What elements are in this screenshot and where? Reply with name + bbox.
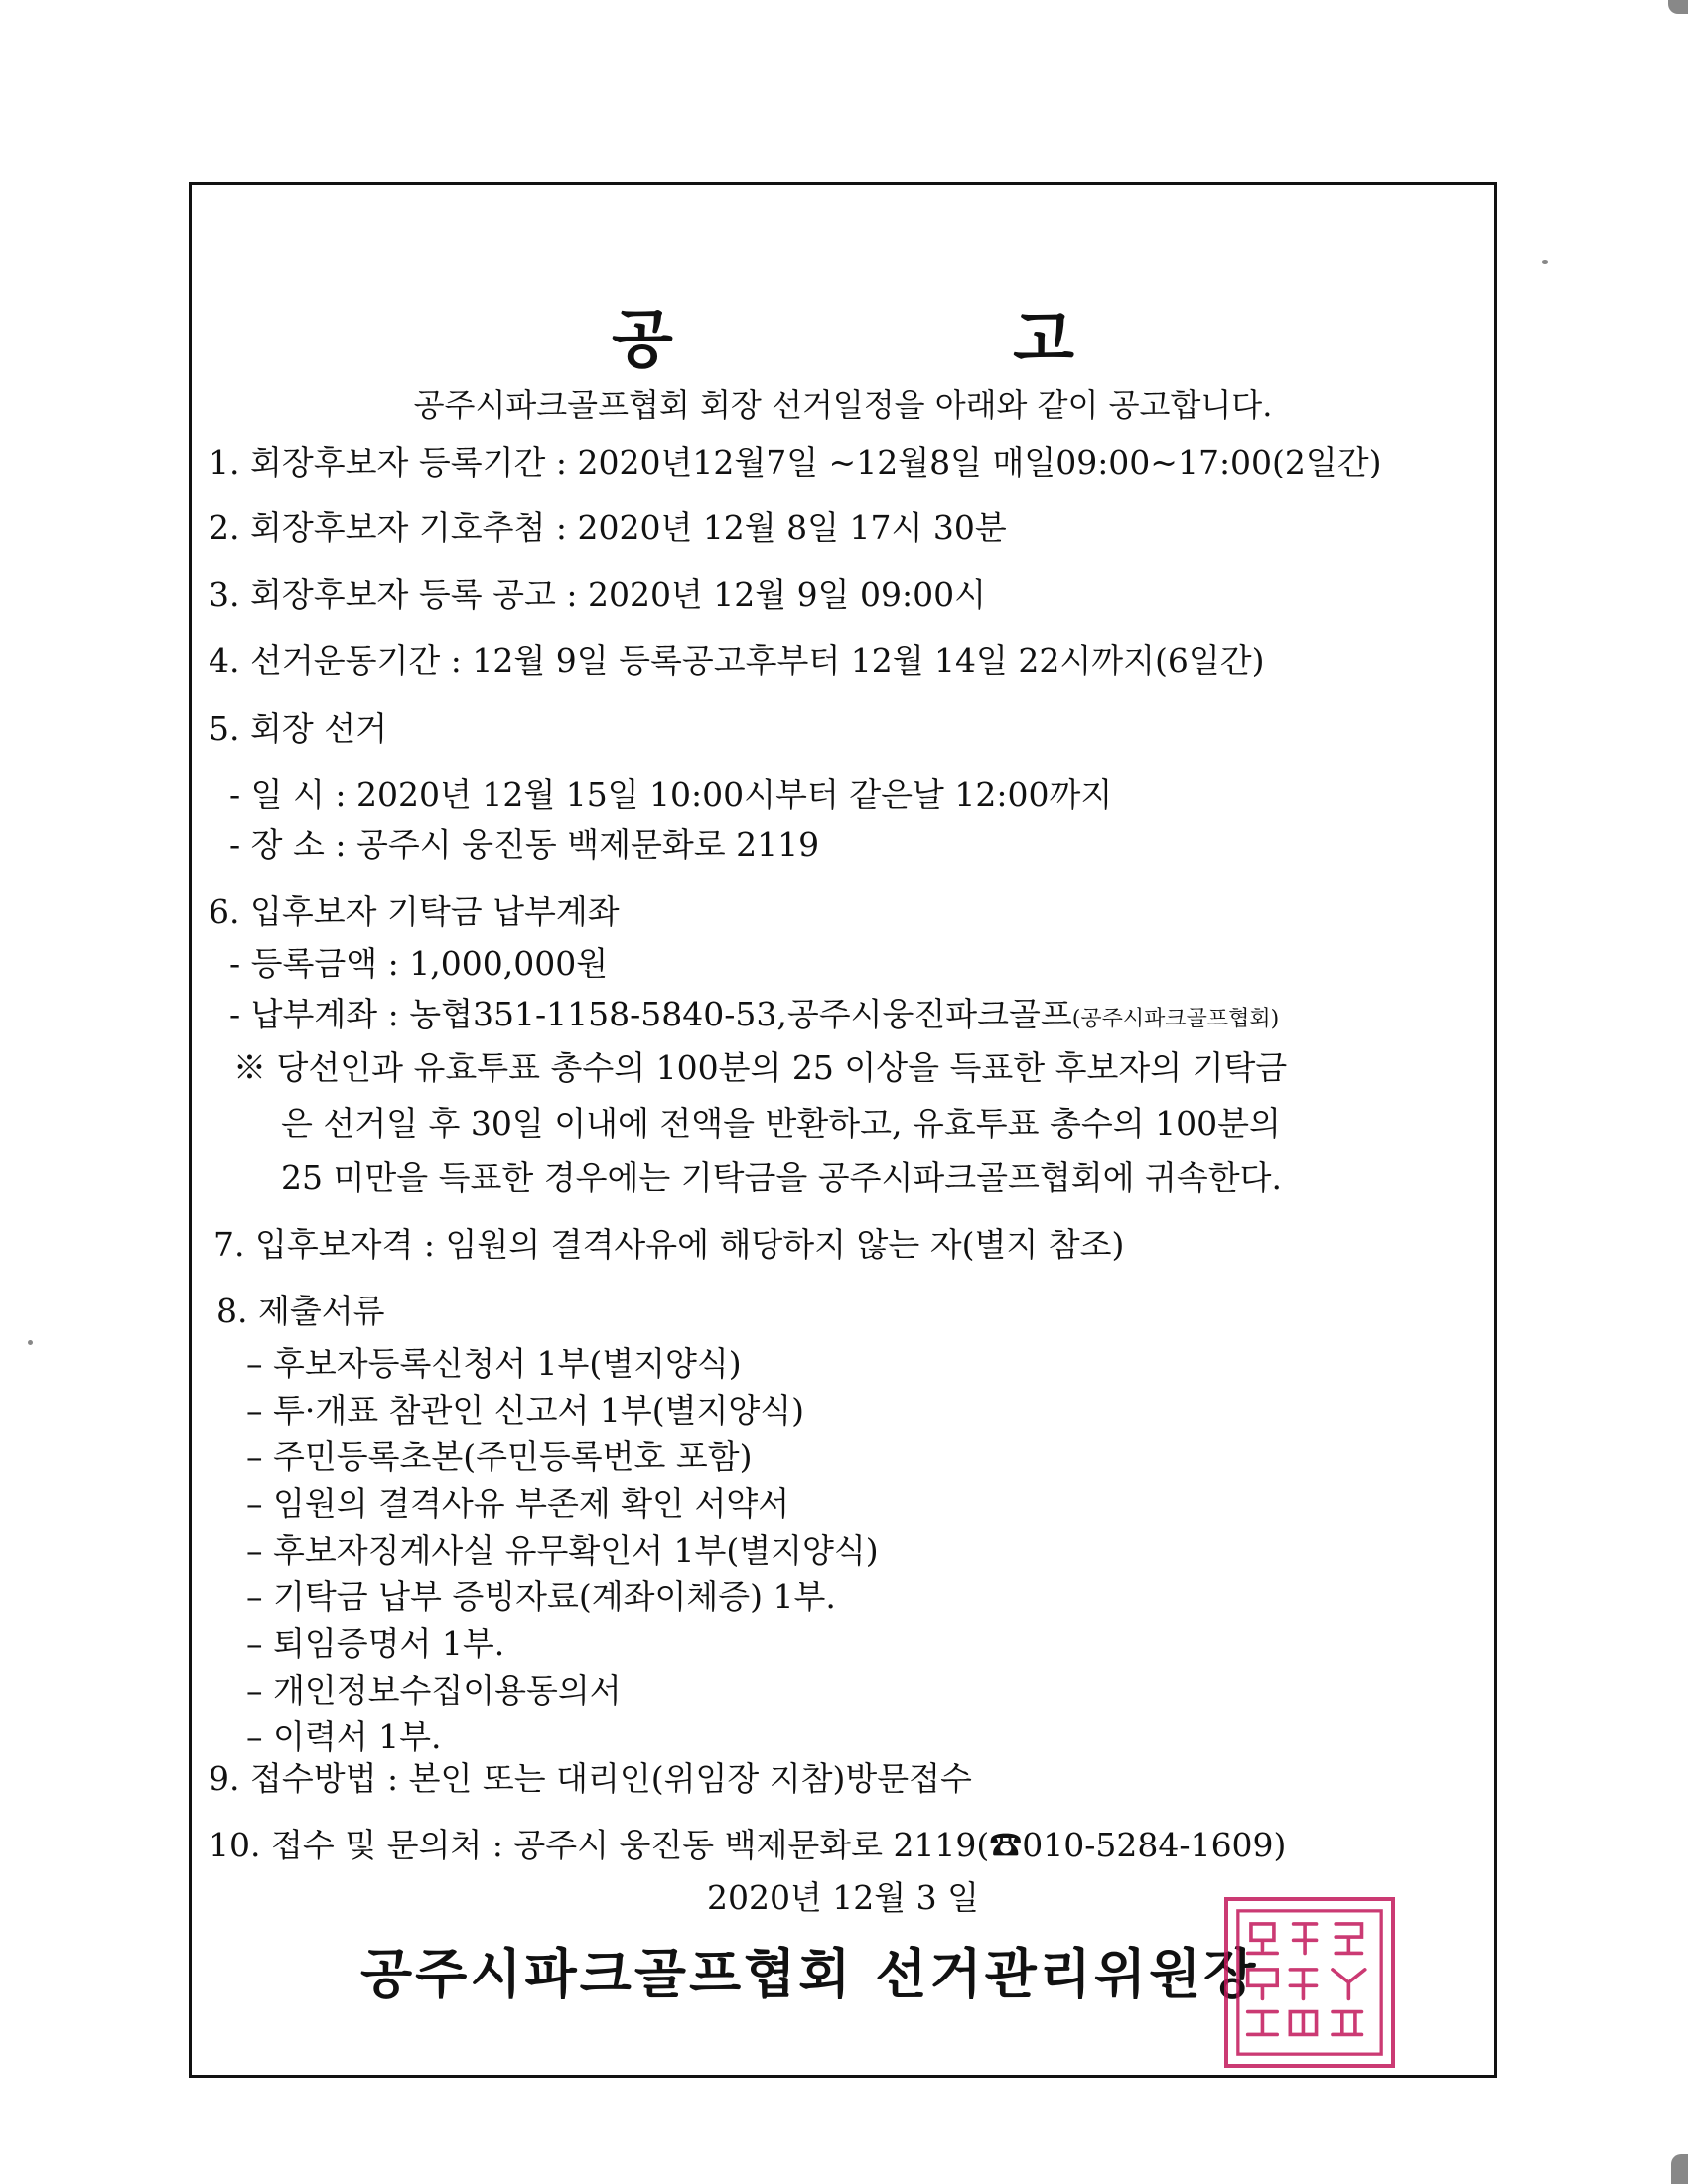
item-5: 5. 회장 선거 <box>209 709 387 748</box>
item-9: 9. 접수방법 : 본인 또는 대리인(위임장 지참)방문접수 <box>209 1759 972 1798</box>
item-6-amount: - 등록금액 : 1,000,000원 <box>229 944 609 983</box>
doc-item: – 임원의 결격사유 부존제 확인 서약서 <box>246 1484 790 1523</box>
scan-corner-mark <box>1671 2154 1688 2184</box>
note-line-1: ※ 당선인과 유효투표 총수의 100분의 25 이상을 득표한 후보자의 기탁금 <box>233 1048 1288 1087</box>
item-6-account-text: - 납부계좌 : 농협351-1158-5840-53,공주시웅진파크골프 <box>229 995 1072 1033</box>
notice-intro: 공주시파크골프협회 회장 선거일정을 아래와 같이 공고합니다. <box>413 386 1273 424</box>
seal-graphic <box>1228 1901 1391 2064</box>
doc-item: – 퇴임증명서 1부. <box>246 1624 505 1663</box>
item-6-account <box>229 997 1279 1032</box>
item-5-place: - 장 소 : 공주시 웅진동 백제문화로 2119 <box>229 825 820 864</box>
doc-item: – 투·개표 참관인 신고서 1부(별지양식) <box>246 1391 804 1430</box>
notice-signature: 공주시파크골프협회 선거관리위원장 <box>360 1942 1259 2005</box>
item-4: 4. 선거운동기간 : 12월 9일 등록공고후부터 12월 14일 22시까지(6일간) <box>209 641 1265 680</box>
item-2: 2. 회장후보자 기호추첨 : 2020년 12월 8일 17시 30분 <box>209 508 1007 547</box>
notice-title: 공 고 <box>612 303 1233 377</box>
note-line-2: 은 선거일 후 30일 이내에 전액을 반환하고, 유효투표 총수의 100분의 <box>281 1104 1281 1143</box>
item-6: 6. 입후보자 기탁금 납부계좌 <box>209 892 620 931</box>
doc-item: – 주민등록초본(주민등록번호 포함) <box>246 1437 753 1476</box>
scan-speck <box>1542 260 1548 264</box>
notice-date: 2020년 12월 3 일 <box>706 1878 980 1917</box>
note-line-3: 25 미만을 득표한 경우에는 기탁금을 공주시파크골프협회에 귀속한다. <box>281 1159 1283 1197</box>
scan-corner-mark <box>1668 0 1688 14</box>
item-5-datetime: - 일 시 : 2020년 12월 15일 10:00시부터 같은날 12:00까지 <box>229 775 1113 814</box>
item-3: 3. 회장후보자 등록 공고 : 2020년 12월 9일 09:00시 <box>209 575 987 614</box>
doc-item: – 이력서 1부. <box>246 1717 442 1756</box>
item-8: 8. 제출서류 <box>216 1292 385 1330</box>
official-seal <box>1224 1897 1395 2068</box>
item-6-account-holder: (공주시파크골프협회) <box>1071 1007 1280 1031</box>
doc-item: – 기탁금 납부 증빙자료(계좌이체증) 1부. <box>246 1577 836 1616</box>
item-1: 1. 회장후보자 등록기간 : 2020년12월7일 ~12월8일 매일09:00~17:00(2일간) <box>209 443 1382 481</box>
item-10: 10. 접수 및 문의처 : 공주시 웅진동 백제문화로 2119(☎010-5284-1609) <box>209 1826 1287 1864</box>
doc-item: – 후보자징계사실 유무확인서 1부(별지양식) <box>246 1531 879 1570</box>
item-7: 7. 입후보자격 : 임원의 결격사유에 해당하지 않는 자(별지 참조) <box>213 1225 1125 1264</box>
notice-frame <box>189 182 1497 2078</box>
doc-item: – 후보자등록신청서 1부(별지양식) <box>246 1344 742 1383</box>
scan-speck <box>28 1340 33 1345</box>
doc-item: – 개인정보수집이용동의서 <box>246 1671 622 1709</box>
